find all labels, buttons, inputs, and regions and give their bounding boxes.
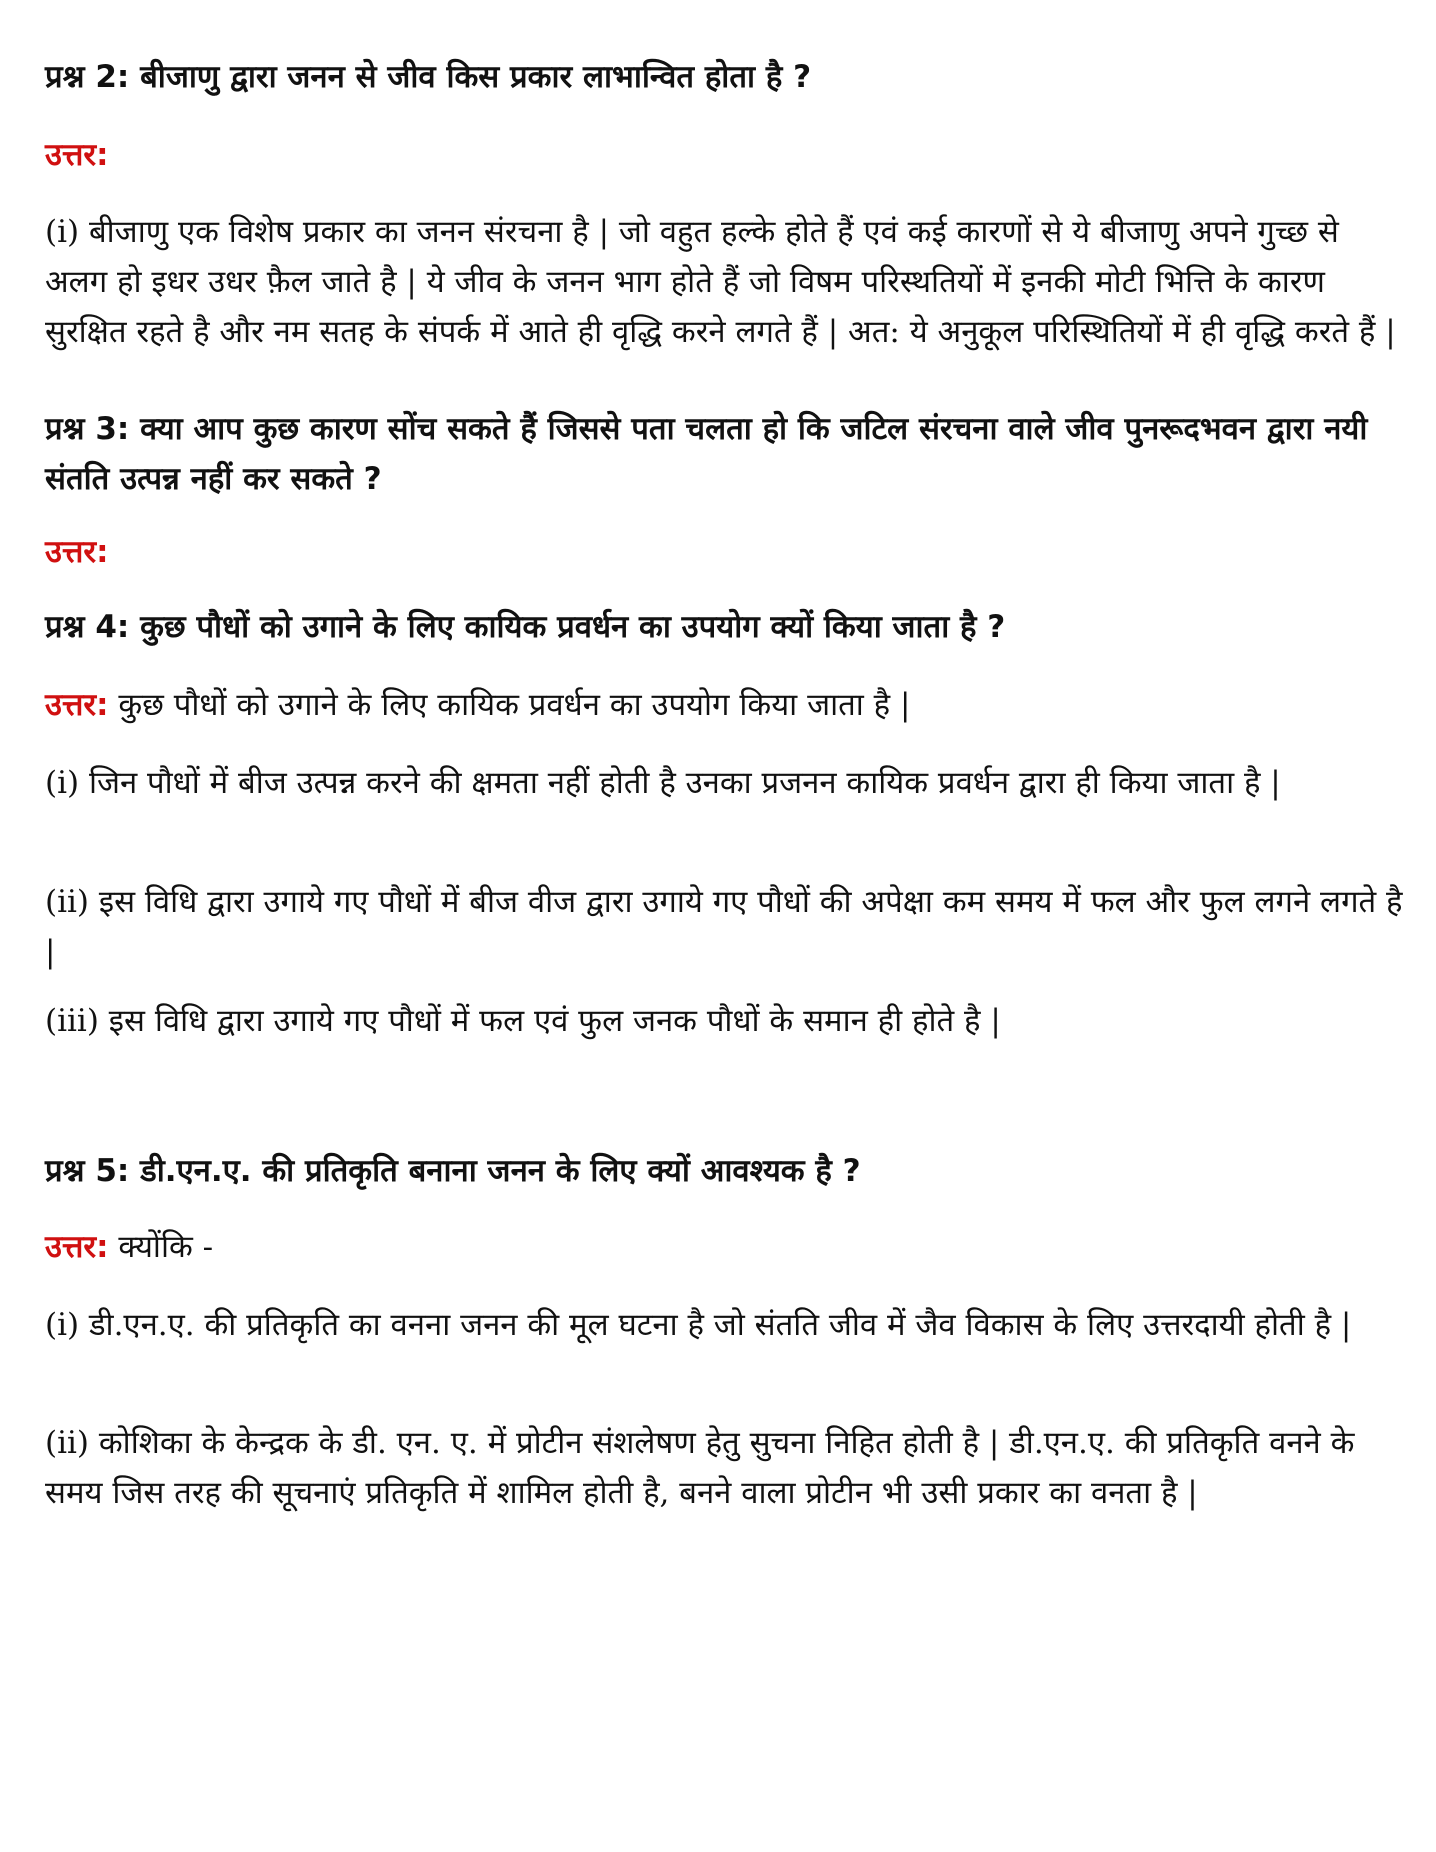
- answer-label: उत्तर:: [45, 534, 109, 570]
- question-5-answer-para-1: (i) डी.एन.ए. की प्रतिकृति का वनना जनन की मूल घटना है जो संतति जीव में जैव विकास के लिए उत्तरदायी होती है |: [45, 1307, 1352, 1343]
- question-2-answer-para-1: (i) बीजाणु एक विशेष प्रकार का जनन संरचना है | जो वहुत हल्के होते हैं एवं कई कारणों से ये बीजाणु अपने गुच्छ से अलग हो इधर उधर फ़ैल जाते है | ये जीव के जनन भाग होते हैं जो विषम परिस्थतियों में इनकी मोटी भित्ति के कारण सुरक्षित रहते है और नम सतह के संपर्क में आते ही वृद्धि करने लगते हैं | अत: ये अनुकूल परिस्थितियों में ही वृद्धि करते हैं |: [45, 214, 1396, 350]
- question-4-answer-para-3: (iii) इस विधि द्वारा उगाये गए पौधों में फल एवं फुल जनक पौधों के समान ही होते है |: [45, 1003, 1001, 1039]
- answer-text: क्योंकि -: [108, 1229, 214, 1265]
- answer-label: उत्तर:: [45, 1229, 109, 1265]
- question-3-heading: प्रश्न 3: क्या आप कुछ कारण सोंच सकते हैं जिससे पता चलता हो कि जटिल संरचना वाले जीव पुनरूदभवन द्वारा नयी संतति उत्पन्न नहीं कर सकते ?: [45, 411, 1368, 497]
- answer-label: उत्तर:: [45, 137, 109, 173]
- question-4-heading: प्रश्न 4: कुछ पौधों को उगाने के लिए कायिक प्रवर्धन का उपयोग क्यों किया जाता है ?: [45, 609, 1006, 645]
- question-5-heading: प्रश्न 5: डी.एन.ए. की प्रतिकृति बनाना जनन के लिए क्यों आवश्यक है ?: [45, 1153, 861, 1189]
- question-2-heading: प्रश्न 2: बीजाणु द्वारा जनन से जीव किस प्रकार लाभान्वित होता है ?: [45, 59, 812, 95]
- question-5-answer-row: [45, 1222, 1405, 1272]
- question-5-answer-para-2: (ii) कोशिका के केन्द्रक के डी. एन. ए. में प्रोटीन संशलेषण हेतु सुचना निहित होती है | डी.एन.ए. की प्रतिकृति वनने के समय जिस तरह की सूचनाएं प्रतिकृति में शामिल होती है, बनने वाला प्रोटीन भी उसी प्रकार का वनता है |: [45, 1425, 1355, 1511]
- question-4-answer-para-2: (ii) इस विधि द्वारा उगाये गए पौधों में बीज वीज द्वारा उगाये गए पौधों की अपेक्षा कम समय में फल और फुल लगने लगते है |: [45, 884, 1403, 970]
- question-4-answer-row: [45, 680, 1405, 730]
- answer-label: उत्तर:: [45, 687, 109, 723]
- question-4-answer-para-1: (i) जिन पौधों में बीज उत्पन्न करने की क्षमता नहीं होती है उनका प्रजनन कायिक प्रवर्धन द्वारा ही किया जाता है |: [45, 765, 1281, 801]
- answer-text: कुछ पौधों को उगाने के लिए कायिक प्रवर्धन का उपयोग किया जाता है |: [108, 687, 911, 723]
- question-2-answer-label-row: [45, 130, 1405, 180]
- question-3-answer-label-row: [45, 527, 1405, 577]
